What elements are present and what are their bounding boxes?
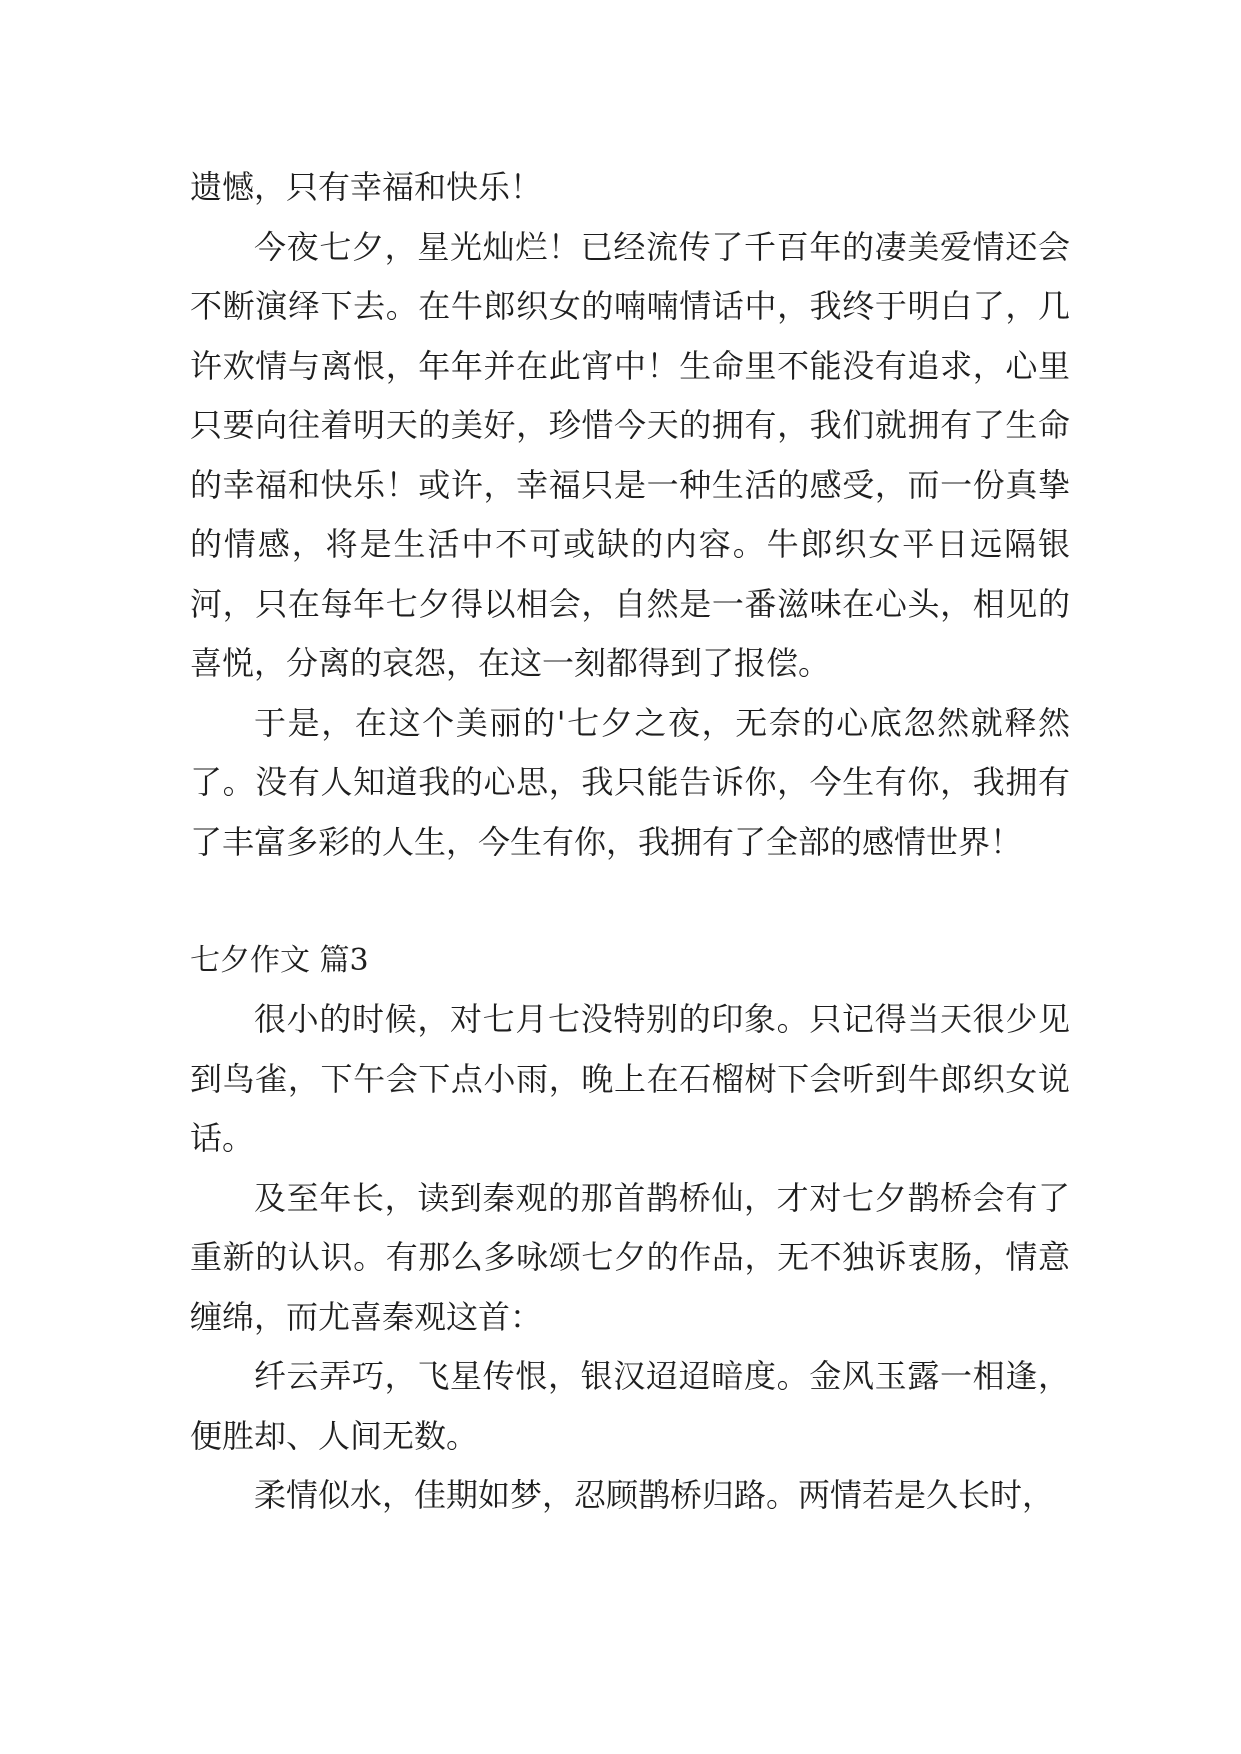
paragraph: 及至年长，读到秦观的那首鹊桥仙，才对七夕鹊桥会有了重新的认识。有那么多咏颂七夕的作品，无不独诉衷肠，情意缠绵，而尤喜秦观这首： (190, 1178, 1070, 1336)
paragraph: 遗憾，只有幸福和快乐！ (190, 168, 543, 206)
paragraph: 很小的时候，对七月七没特别的印象。只记得当天很少见到鸟雀，下午会下点小雨，晚上在石榴树下会听到牛郎织女说话。 (190, 1000, 1070, 1157)
section-gap (190, 872, 1070, 932)
paragraph: 今夜七夕，星光灿烂！已经流传了千百年的凄美爱情还会不断演绎下去。在牛郎织女的喃喃情话中，我终于明白了，几许欢情与离恨，年年并在此宵中！生命里不能没有追求，心里只要向往着明天的美好，珍惜今天的拥有，我们就拥有了生命的幸福和快乐！或许，幸福只是一种生活的感受，而一份真挚的情感，将是生活中不可或缺的内容。牛郎织女平日远隔银河，只在每年七夕得以相会，自然是一番滋味在心头，相见的喜悦，分离的哀怨，在这一刻都得到了报偿。 (190, 227, 1070, 682)
document-body (190, 158, 1070, 1526)
paragraph: 柔情似水，佳期如梦，忍顾鹊桥归路。两情若是久长时， (254, 1476, 1055, 1514)
paragraph: 纤云弄巧，飞星传恨，银汉迢迢暗度。金风玉露一相逢，便胜却、人间无数。 (190, 1357, 1070, 1455)
paragraph: 于是，在这个美丽的'七夕之夜，无奈的心底忽然就释然了。没有人知道我的心思，我只能告诉你，今生有你，我拥有了丰富多彩的人生，今生有你，我拥有了全部的感情世界！ (190, 703, 1070, 861)
section-heading: 七夕作文 篇3 (190, 943, 369, 978)
